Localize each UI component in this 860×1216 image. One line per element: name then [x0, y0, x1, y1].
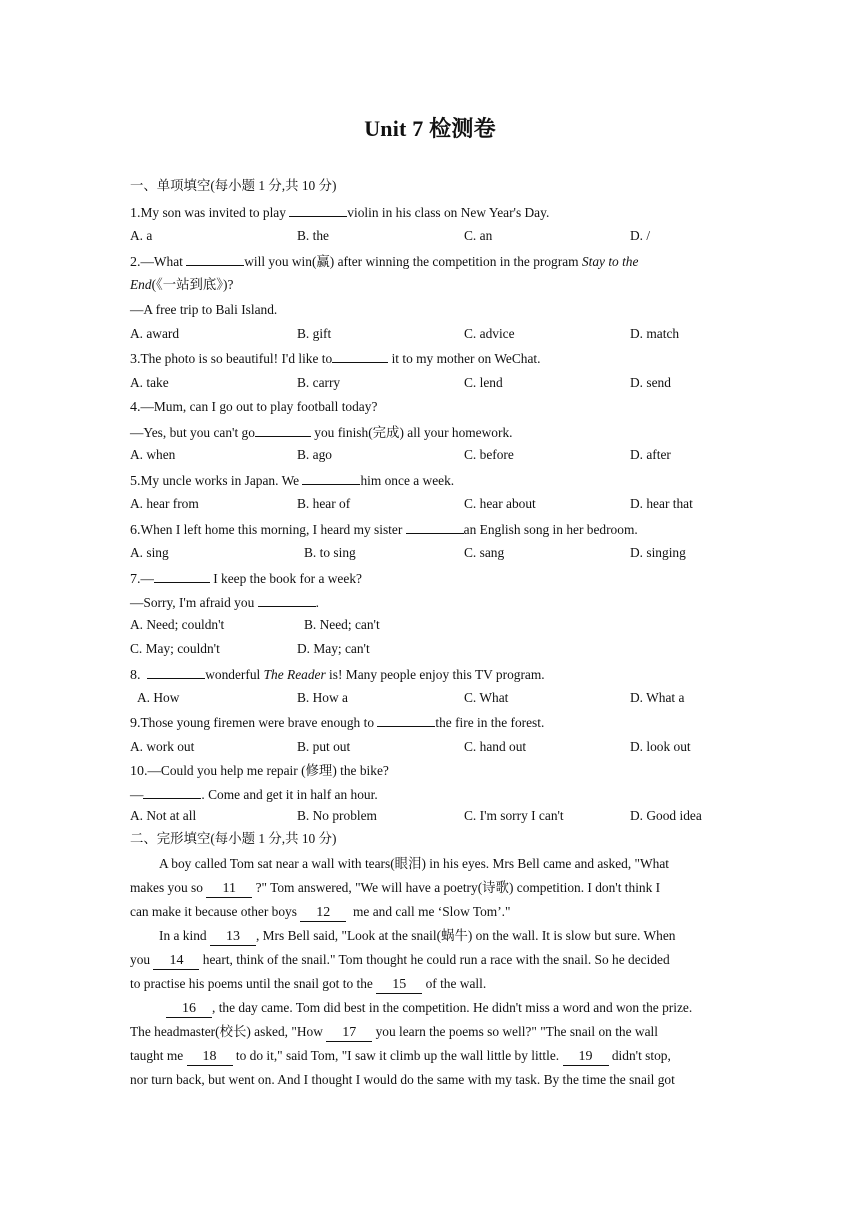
option-a: A. hear from — [130, 496, 199, 511]
option-a: A. award — [130, 326, 180, 341]
option-b: B. gift — [297, 326, 332, 341]
option-c: C. What — [464, 690, 509, 705]
option-c: C. before — [464, 447, 514, 462]
option-c: C. lend — [464, 375, 503, 390]
answer-blank[interactable] — [143, 785, 201, 799]
option-b: B. hear of — [297, 496, 351, 511]
option-c: C. an — [464, 228, 493, 243]
option-d: D. / — [630, 228, 651, 243]
passage-line: makes you so 11 ?" Tom answered, "We will have a poetry(诗歌) competition. I don't think I — [130, 880, 661, 896]
cloze-blank-13[interactable]: 13 — [210, 929, 256, 946]
option-a: A. Not at all — [130, 808, 197, 823]
option-a: A. How — [137, 690, 180, 705]
question-10-cont: — . Come and get it in half an hour. — [130, 787, 378, 802]
option-b: B. How a — [297, 690, 348, 705]
option-a: A. work out — [130, 739, 195, 754]
option-d: D. after — [630, 447, 671, 462]
cloze-blank-18[interactable]: 18 — [187, 1049, 233, 1066]
section1-heading: 一、单项填空(每小题 1 分,共 10 分) — [130, 178, 337, 193]
option-d: D. What a — [630, 690, 685, 705]
answer-blank[interactable] — [186, 252, 244, 266]
option-d: D. May; can't — [297, 641, 370, 656]
cloze-blank-17[interactable]: 17 — [326, 1025, 372, 1042]
cloze-blank-16[interactable]: 16 — [166, 1001, 212, 1018]
question-number: 1. — [130, 206, 141, 221]
option-a: A. take — [130, 375, 169, 390]
question-4: 4.—Mum, can I go out to play football today? — [130, 399, 378, 415]
question-6: 6.When I left home this morning, I heard my sister an English song in her bedroom. — [130, 522, 638, 538]
option-d: D. look out — [630, 739, 691, 754]
option-b: B. carry — [297, 375, 341, 390]
passage-line: to practise his poems until the snail got to the 15 of the wall. — [130, 976, 487, 992]
passage-line: A boy called Tom sat near a wall with tears(眼泪) in his eyes. Mrs Bell came and asked, "What — [159, 856, 670, 871]
option-d: D. singing — [630, 545, 686, 560]
option-b: B. ago — [297, 447, 332, 462]
option-c: C. sang — [464, 545, 505, 560]
option-a: A. sing — [130, 545, 169, 560]
question-8: 8. wonderful The Reader is! Many people enjoy this TV program. — [130, 667, 545, 683]
option-b: B. the — [297, 228, 329, 243]
passage-line: nor turn back, but went on. And I thought I would do the same with my task. By the time the snail got — [130, 1072, 675, 1087]
option-a: A. when — [130, 447, 176, 462]
cloze-blank-11[interactable]: 11 — [206, 881, 252, 898]
passage-line: taught me 18 to do it," said Tom, "I saw it climb up the wall little by little. 19 didn't stop, — [130, 1048, 671, 1064]
option-c: C. hear about — [464, 496, 536, 511]
option-d: D. Good idea — [630, 808, 702, 823]
answer-blank[interactable] — [147, 665, 205, 679]
question-3: 3.The photo is so beautiful! I'd like to it to my mother on WeChat. — [130, 351, 541, 367]
answer-blank[interactable] — [258, 593, 316, 607]
question-2: 2.—What will you win(赢) after winning the competition in the program Stay to the — [130, 254, 639, 270]
option-c: C. advice — [464, 326, 515, 341]
answer-blank[interactable] — [406, 520, 464, 534]
passage-line: In a kind 13 , Mrs Bell said, "Look at the snail(蜗牛) on the wall. It is slow but sure. When — [159, 928, 676, 944]
option-c: C. May; couldn't — [130, 641, 220, 656]
answer-blank[interactable] — [302, 471, 360, 485]
option-d: D. hear that — [630, 496, 693, 511]
question-9: 9.Those young firemen were brave enough to the fire in the forest. — [130, 715, 545, 731]
option-b: B. to sing — [304, 545, 356, 560]
passage-line: can make it because other boys 12 me and call me ‘Slow Tom’." — [130, 904, 511, 920]
answer-blank[interactable] — [154, 569, 210, 583]
answer-blank[interactable] — [377, 713, 435, 727]
question-7: 7.— I keep the book for a week? — [130, 571, 362, 587]
passage-line: you 14 heart, think of the snail." Tom thought he could run a race with the snail. So he decided — [130, 952, 670, 968]
question-10: 10.—Could you help me repair (修理) the bike? — [130, 763, 389, 779]
passage-line: The headmaster(校长) asked, "How 17 you learn the poems so well?" "The snail on the wall — [130, 1024, 658, 1040]
answer-blank[interactable] — [255, 423, 311, 437]
option-b: B. No problem — [297, 808, 377, 823]
option-c: C. hand out — [464, 739, 527, 754]
option-b: B. put out — [297, 739, 351, 754]
cloze-blank-19[interactable]: 19 — [563, 1049, 609, 1066]
option-d: D. match — [630, 326, 680, 341]
question-5: 5.My uncle works in Japan. We him once a week. — [130, 473, 455, 489]
answer-blank[interactable] — [332, 349, 388, 363]
section2-heading: 二、完形填空(每小题 1 分,共 10 分) — [130, 831, 337, 846]
cloze-blank-14[interactable]: 14 — [153, 953, 199, 970]
passage-line: 16 , the day came. Tom did best in the competition. He didn't miss a word and won the prize. — [166, 999, 692, 1018]
question-4-cont: —Yes, but you can't go you finish(完成) all your homework. — [130, 425, 513, 440]
question-7-cont: —Sorry, I'm afraid you . — [130, 595, 319, 610]
option-c: C. I'm sorry I can't — [464, 808, 564, 823]
answer-blank[interactable] — [289, 203, 347, 217]
question-2-answer: —A free trip to Bali Island. — [130, 302, 278, 317]
option-d: D. send — [630, 375, 671, 390]
cloze-blank-15[interactable]: 15 — [376, 977, 422, 994]
option-a: A. Need; couldn't — [130, 617, 225, 632]
question-1: 1.My son was invited to play violin in his class on New Year's Day. — [130, 205, 550, 221]
question-2-cont: End(《一站到底》)? — [130, 277, 234, 292]
cloze-blank-12[interactable]: 12 — [300, 905, 346, 922]
page-title: Unit 7 检测卷 — [364, 116, 496, 141]
option-a: A. a — [130, 228, 153, 243]
option-b: B. Need; can't — [304, 617, 380, 632]
